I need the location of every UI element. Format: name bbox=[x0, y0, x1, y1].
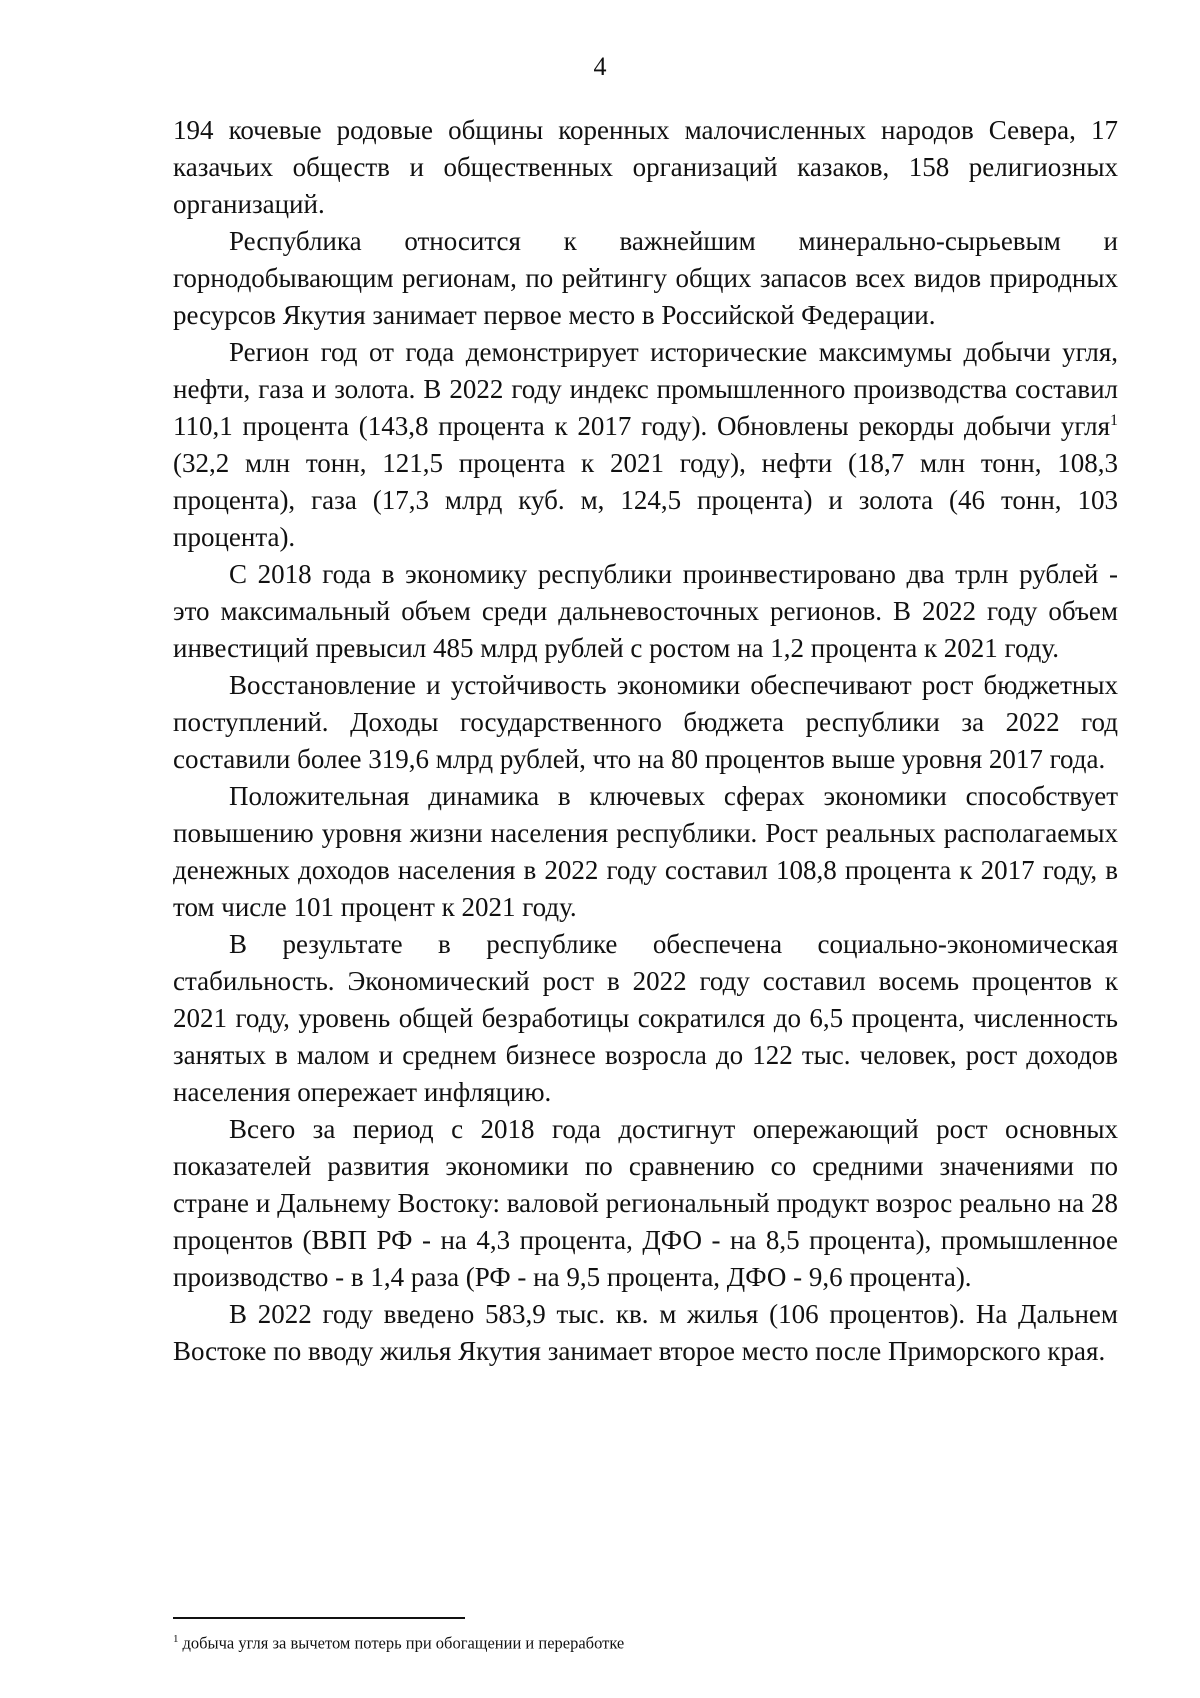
footnote-mark: 1 bbox=[173, 1633, 179, 1645]
production-text-end: (32,2 млн тонн, 121,5 процента к 2021 году), нефти (18,7 млн тонн, 108,3 процента), газа (17,3 млрд куб. м, 124,5 процента) и золота (46 тонн, 103 процента). bbox=[173, 448, 1118, 552]
paragraph-living-standards: Положительная динамика в ключевых сферах экономики способствует повышению уровня жизни населения республики. Рост реальных располагаемых денежных доходов населения в 2022 году составил 108,8 процента к 2017 году, в том числе 101 процент к 2021 году. bbox=[173, 781, 1118, 922]
production-text-start: Регион год от года демонстрирует исторические максимумы добычи угля, нефти, газа и золота. В 2022 году индекс промышленного производства составил 110,1 процента (143,8 процента к 2017 году). Обновлены рекорды добычи угля bbox=[173, 337, 1118, 441]
paragraph-growth-indicators: Всего за период с 2018 года достигнут опережающий рост основных показателей развития экономики по сравнению со средними значениями по стране и Дальнему Востоку: валовой региональный продукт возрос реально на 28 процентов (ВВП РФ - на 4,3 процента, ДФО - на 8,5 процента), промышленное производство - в 1,4 раза (РФ - на 9,5 процента, ДФО - 9,6 процента). bbox=[173, 1114, 1118, 1292]
footnote-reference: 1 bbox=[1110, 412, 1118, 429]
paragraph-stability: В результате в республике обеспечена социально-экономическая стабильность. Экономический рост в 2022 году составил восемь процентов к 2021 году, уровень общей безработицы сократился до 6,5 процента, численность занятых в малом и среднем бизнесе возросла до 122 тыс. человек, рост доходов населения опережает инфляцию. bbox=[173, 929, 1118, 1107]
paragraph-budget: Восстановление и устойчивость экономики обеспечивают рост бюджетных поступлений. Доходы государственного бюджета республики за 2022 год составили более 319,6 млрд рублей, что на 80 процентов выше уровня 2017 года. bbox=[173, 670, 1118, 774]
body-text bbox=[173, 112, 1118, 1370]
paragraph-communities: 194 кочевые родовые общины коренных малочисленных народов Севера, 17 казачьих обществ и общественных организаций казаков, 158 религиозных организаций. bbox=[173, 115, 1118, 219]
footnote-separator bbox=[173, 1617, 465, 1619]
footnote-text: добыча угля за вычетом потерь при обогащении и переработке bbox=[182, 1633, 625, 1653]
footnote bbox=[173, 1628, 1118, 1655]
paragraph-production-records bbox=[173, 334, 1118, 556]
paragraph-mineral-resources: Республика относится к важнейшим минерально-сырьевым и горнодобывающим регионам, по рейтингу общих запасов всех видов природных ресурсов Якутия занимает первое место в Российской Федерации. bbox=[173, 226, 1118, 330]
paragraph-investments: С 2018 года в экономику республики проинвестировано два трлн рублей - это максимальный объем среди дальневосточных регионов. В 2022 году объем инвестиций превысил 485 млрд рублей с ростом на 1,2 процента к 2021 году. bbox=[173, 559, 1118, 663]
paragraph-housing: В 2022 году введено 583,9 тыс. кв. м жилья (106 процентов). На Дальнем Востоке по вводу жилья Якутия занимает второе место после Приморского края. bbox=[173, 1299, 1118, 1366]
page-number: 4 bbox=[593, 52, 607, 81]
